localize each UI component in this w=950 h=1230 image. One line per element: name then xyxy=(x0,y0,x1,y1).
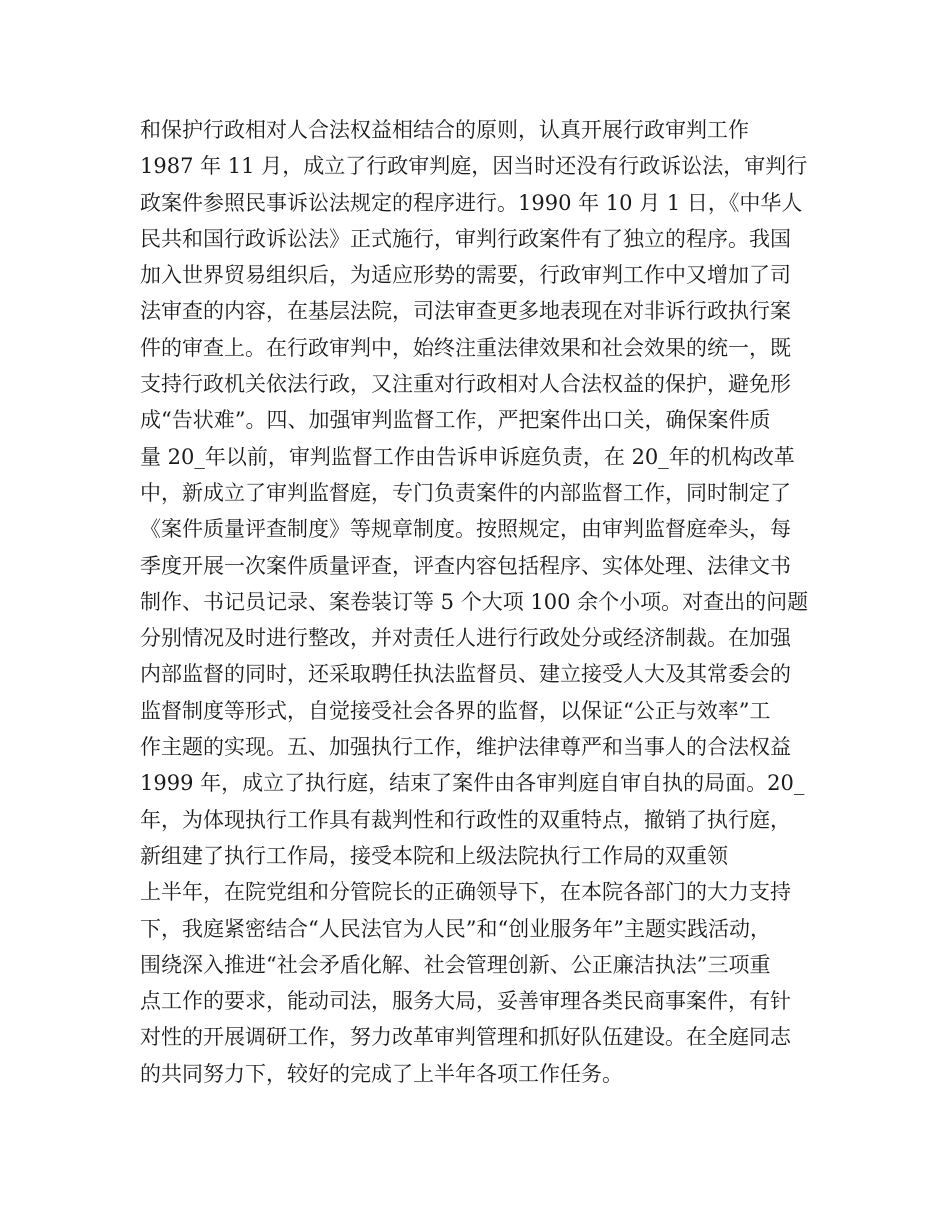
text-line: 对性的开展调研工作，努力改革审判管理和抓好队伍建设。在全庭同志 xyxy=(140,1025,791,1050)
text-line: 围绕深入推进“社会矛盾化解、社会管理创新、公正廉洁执法”三项重 xyxy=(140,952,771,977)
text-line: 1999 年，成立了执行庭，结束了案件由各审判庭自审自执的局面。20_ xyxy=(140,771,805,796)
text-line: 的共同努力下，较好的完成了上半年各项工作任务。 xyxy=(140,1061,623,1086)
text-line: 制作、书记员记录、案卷装订等 5 个大项 100 余个小项。对查出的问题 xyxy=(140,589,809,614)
text-line: 下，我庭紧密结合“人民法官为人民”和“创业服务年”主题实践活动， xyxy=(140,916,771,941)
text-line: 分别情况及时进行整改，并对责任人进行行政处分或经济制裁。在加强 xyxy=(140,626,791,651)
text-line: 民共和国行政诉讼法》正式施行，审判行政案件有了独立的程序。我国 xyxy=(140,226,791,251)
text-line: 和保护行政相对人合法权益相结合的原则，认真开展行政审判工作 xyxy=(140,118,749,142)
text-line: 新组建了执行工作局，接受本院和上级法院执行工作局的双重领 xyxy=(140,843,728,868)
text-line: 监督制度等形式，自觉接受社会各界的监督，以保证“公正与效率”工 xyxy=(140,698,771,723)
text-line: 季度开展一次案件质量评查，评查内容包括程序、实体处理、法律文书 xyxy=(140,553,791,578)
text-line: 支持行政机关依法行政，又注重对行政相对人合法权益的保护，避免形 xyxy=(140,372,791,397)
text-line: 年，为体现执行工作具有裁判性和行政性的双重特点，撤销了执行庭， xyxy=(140,807,791,832)
text-line: 加入世界贸易组织后，为适应形势的需要，行政审判工作中又增加了司 xyxy=(140,263,791,288)
text-line: 作主题的实现。五、加强执行工作，维护法律尊严和当事人的合法权益 xyxy=(140,735,791,760)
text-line: 上半年，在院党组和分管院长的正确领导下，在本院各部门的大力支持 xyxy=(140,880,791,905)
text-line: 中，新成立了审判监督庭，专门负责案件的内部监督工作，同时制定了 xyxy=(140,480,791,505)
text-line: 件的审查上。在行政审判中，始终注重法律效果和社会效果的统一，既 xyxy=(140,335,791,360)
document-body-text xyxy=(140,112,840,1092)
text-line: 1987 年 11 月，成立了行政审判庭，因当时还没有行政诉讼法，审判行 xyxy=(140,154,808,179)
text-line: 成“告状难”。四、加强审判监督工作，严把案件出口关，确保案件质 xyxy=(140,408,771,433)
text-line: 政案件参照民事诉讼法规定的程序进行。1990 年 10 月 1 日，《中华人 xyxy=(140,190,803,215)
text-line: 法审查的内容，在基层法院，司法审查更多地表现在对非诉行政执行案 xyxy=(140,299,791,324)
text-line: 《案件质量评查制度》等规章制度。按照规定，由审判监督庭牵头，每 xyxy=(140,517,791,542)
text-line: 量 20_年以前，审判监督工作由告诉申诉庭负责，在 20_年的机构改革 xyxy=(140,444,795,469)
text-line: 点工作的要求，能动司法，服务大局，妥善审理各类民商事案件，有针 xyxy=(140,989,791,1014)
text-line: 内部监督的同时，还采取聘任执法监督员、建立接受人大及其常委会的 xyxy=(140,662,791,687)
